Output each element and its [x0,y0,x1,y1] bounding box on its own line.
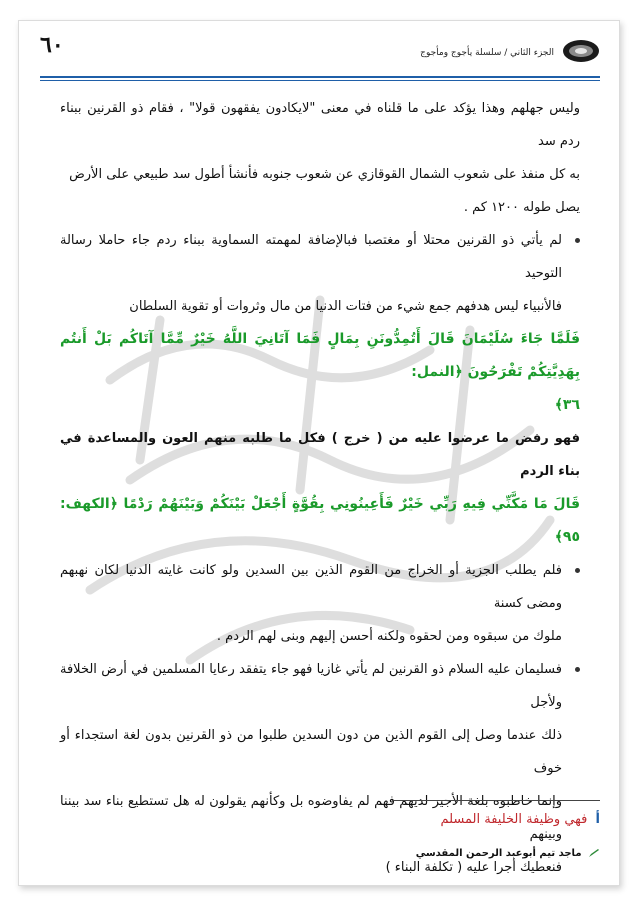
header-rule-thin [40,80,600,81]
bullet-line: ملوك من سبقوه ومن لحقوه ولكنه أحسن إليهم وبنى لهم الردم . [216,629,562,644]
intro-line: وليس جهلهم وهذا يؤكد على ما قلناه في معنى "لايكادون يفقهون قولا" ، فقام ذو القرنين ببناء ردم سد [60,101,580,149]
bullet-list [60,554,580,884]
author-name: ماجد تيم أبوعبد الرحمن المقدسي [415,848,582,859]
footnote [440,812,600,827]
bullet-line: لم يأتي ذو القرنين محتلا أو مغتصبا فبالإضافة لمهمته السماوية ببناء ردم جاء حاملا رسالة التوحيد [60,233,562,281]
bullet-line: وإنما خاطبوه بلغة الأجير لديهم فهم لم يفاوضوه بل وكأنهم يقولون له هل تستطيع بناء سد بيننا وبينهم [60,794,562,842]
quran-verse-naml [60,323,580,422]
bullet-line: فسليمان عليه السلام ذو القرنين لم يأتي غازيا فهو جاء يتفقد رعايا المسلمين في أرض الخلافة ولأجل [60,662,562,710]
page-number: ٦٠ [40,32,64,58]
bullet-line: فالأنبياء ليس هدفهم جمع شيء من فتات الدنيا من مال وثروات أو تقوية السلطان [129,299,562,314]
series-logo-icon [562,38,600,64]
verse-line: فَلَمَّا جَاءَ سُلَيْمَانَ قَالَ أَتُمِدُّونَنِ بِمَالٍ فَمَا آتَانِيَ اللَّهُ خَيْرٌ مِّمَّا آتَاكُم بَلْ أَنتُم بِهَدِيَّتِكُمْ تَفْرَحُونَ ﴿النمل: [60,331,580,380]
bullet-item-prophet-purpose [60,224,580,323]
bullet-dot [575,667,580,672]
intro-line: به كل منفذ على شعوب الشمال القوقازي عن شعوب جنوبه فأنشأ أطول سد طبيعي على الأرض [69,167,580,182]
bold-statement: فهو رفض ما عرضوا عليه من ( خرج ) فكل ما طلبه منهم العون والمساعدة في بناء الردم [60,431,580,479]
header-rule [40,76,600,78]
main-content [60,92,580,884]
bullet-dot [575,568,580,573]
page-header [40,32,600,72]
verse-line: ٣٦﴾ [554,397,580,413]
running-head: الجزء الثاني / سلسلة يأجوج ومأجوج [420,48,554,58]
intro-line: يصل طوله ١٢٠٠ كم . [463,200,580,215]
bullet-item-no-tribute [60,554,580,653]
quran-verse-kahf: قَالَ مَا مَكَّنِّي فِيهِ رَبِّي خَيْرٌ فَأَعِينُونِي بِقُوَّةٍ أَجْعَلْ بَيْنَكُمْ وَبَيْنَهُمْ رَدْمًا ﴿الكهف: ٩٥﴾ [60,496,580,545]
footnote-mark: أ [595,812,600,827]
intro-paragraph [60,92,580,224]
page-footer [416,848,600,859]
bullet-line: ذلك عندما وصل إلى القوم الذين من دون السدين طلبوا من ذو القرنين بدون لغة استجداء أو خوف [60,728,562,776]
footnote-text: فهي وظيفة الخليفة المسلم [440,812,588,827]
bullet-line: فنعطيك أجرا عليه ( تكلفة البناء ) [385,860,562,875]
pen-icon [588,848,600,858]
footnote-rule [392,800,600,801]
bullet-list [60,224,580,323]
bullet-line: فلم يطلب الجزية أو الخراج من القوم الذين بين السدين ولو كانت غايته الدنيا لكان نهبهم ومضى كسنة [60,563,562,611]
bullet-dot [575,238,580,243]
